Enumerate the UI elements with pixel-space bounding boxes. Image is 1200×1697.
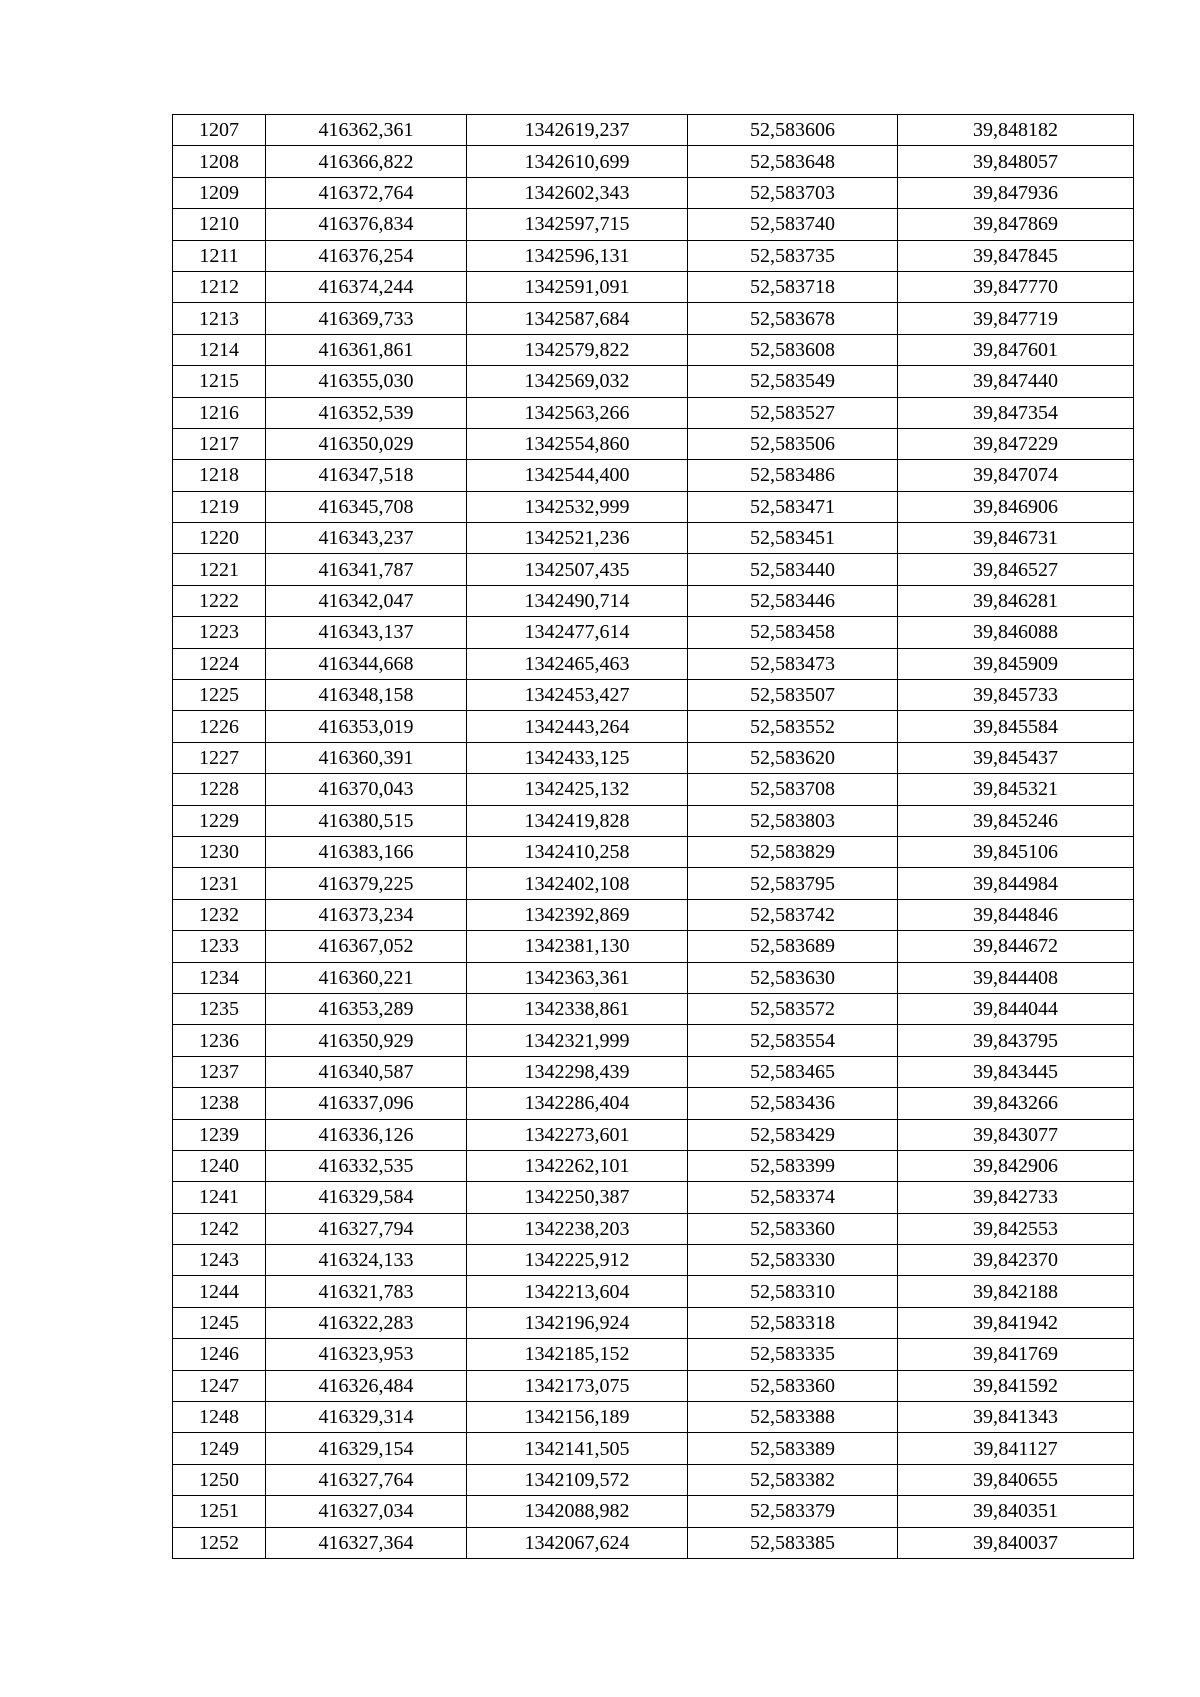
latitude-cell: 52,583718	[688, 271, 898, 302]
longitude-cell: 39,845909	[898, 648, 1134, 679]
x-coordinate-cell: 416343,237	[266, 523, 467, 554]
point-number-cell: 1213	[173, 303, 266, 334]
table-row	[173, 240, 1134, 271]
y-coordinate-cell: 1342250,387	[467, 1182, 688, 1213]
y-coordinate-cell: 1342392,869	[467, 899, 688, 930]
longitude-cell: 39,843266	[898, 1088, 1134, 1119]
y-coordinate-cell: 1342521,236	[467, 523, 688, 554]
y-coordinate-cell: 1342156,189	[467, 1402, 688, 1433]
point-number-cell: 1212	[173, 271, 266, 302]
x-coordinate-cell: 416376,834	[266, 209, 467, 240]
x-coordinate-cell: 416332,535	[266, 1150, 467, 1181]
y-coordinate-cell: 1342213,604	[467, 1276, 688, 1307]
latitude-cell: 52,583399	[688, 1150, 898, 1181]
table-row	[173, 1307, 1134, 1338]
table-row	[173, 1464, 1134, 1495]
longitude-cell: 39,848057	[898, 146, 1134, 177]
y-coordinate-cell: 1342238,203	[467, 1213, 688, 1244]
longitude-cell: 39,841343	[898, 1402, 1134, 1433]
y-coordinate-cell: 1342477,614	[467, 617, 688, 648]
point-number-cell: 1210	[173, 209, 266, 240]
latitude-cell: 52,583506	[688, 428, 898, 459]
x-coordinate-cell: 416322,283	[266, 1307, 467, 1338]
table-row	[173, 1402, 1134, 1433]
point-number-cell: 1225	[173, 680, 266, 711]
table-row	[173, 742, 1134, 773]
y-coordinate-cell: 1342619,237	[467, 115, 688, 146]
point-number-cell: 1208	[173, 146, 266, 177]
longitude-cell: 39,842553	[898, 1213, 1134, 1244]
x-coordinate-cell: 416360,391	[266, 742, 467, 773]
y-coordinate-cell: 1342402,108	[467, 868, 688, 899]
y-coordinate-cell: 1342443,264	[467, 711, 688, 742]
table-row	[173, 177, 1134, 208]
table-row	[173, 303, 1134, 334]
latitude-cell: 52,583360	[688, 1370, 898, 1401]
table-row	[173, 428, 1134, 459]
x-coordinate-cell: 416367,052	[266, 931, 467, 962]
longitude-cell: 39,842188	[898, 1276, 1134, 1307]
latitude-cell: 52,583795	[688, 868, 898, 899]
longitude-cell: 39,846906	[898, 491, 1134, 522]
longitude-cell: 39,846527	[898, 554, 1134, 585]
table-row	[173, 1213, 1134, 1244]
point-number-cell: 1245	[173, 1307, 266, 1338]
latitude-cell: 52,583379	[688, 1496, 898, 1527]
point-number-cell: 1207	[173, 115, 266, 146]
point-number-cell: 1250	[173, 1464, 266, 1495]
latitude-cell: 52,583803	[688, 805, 898, 836]
table-row	[173, 1527, 1134, 1558]
point-number-cell: 1217	[173, 428, 266, 459]
table-row	[173, 836, 1134, 867]
x-coordinate-cell: 416336,126	[266, 1119, 467, 1150]
latitude-cell: 52,583742	[688, 899, 898, 930]
longitude-cell: 39,845437	[898, 742, 1134, 773]
longitude-cell: 39,844672	[898, 931, 1134, 962]
table-row	[173, 1245, 1134, 1276]
y-coordinate-cell: 1342579,822	[467, 334, 688, 365]
x-coordinate-cell: 416343,137	[266, 617, 467, 648]
longitude-cell: 39,843445	[898, 1056, 1134, 1087]
longitude-cell: 39,847354	[898, 397, 1134, 428]
point-number-cell: 1223	[173, 617, 266, 648]
latitude-cell: 52,583735	[688, 240, 898, 271]
x-coordinate-cell: 416362,361	[266, 115, 467, 146]
latitude-cell: 52,583388	[688, 1402, 898, 1433]
longitude-cell: 39,847229	[898, 428, 1134, 459]
table-row	[173, 1370, 1134, 1401]
y-coordinate-cell: 1342298,439	[467, 1056, 688, 1087]
latitude-cell: 52,583473	[688, 648, 898, 679]
point-number-cell: 1219	[173, 491, 266, 522]
x-coordinate-cell: 416323,953	[266, 1339, 467, 1370]
point-number-cell: 1221	[173, 554, 266, 585]
point-number-cell: 1251	[173, 1496, 266, 1527]
x-coordinate-cell: 416369,733	[266, 303, 467, 334]
longitude-cell: 39,841942	[898, 1307, 1134, 1338]
point-number-cell: 1236	[173, 1025, 266, 1056]
y-coordinate-cell: 1342419,828	[467, 805, 688, 836]
x-coordinate-cell: 416376,254	[266, 240, 467, 271]
point-number-cell: 1215	[173, 366, 266, 397]
point-number-cell: 1238	[173, 1088, 266, 1119]
point-number-cell: 1220	[173, 523, 266, 554]
latitude-cell: 52,583678	[688, 303, 898, 334]
latitude-cell: 52,583465	[688, 1056, 898, 1087]
table-row	[173, 146, 1134, 177]
latitude-cell: 52,583360	[688, 1213, 898, 1244]
latitude-cell: 52,583740	[688, 209, 898, 240]
longitude-cell: 39,847719	[898, 303, 1134, 334]
table-row	[173, 899, 1134, 930]
x-coordinate-cell: 416327,034	[266, 1496, 467, 1527]
point-number-cell: 1234	[173, 962, 266, 993]
table-row	[173, 1433, 1134, 1464]
point-number-cell: 1230	[173, 836, 266, 867]
latitude-cell: 52,583458	[688, 617, 898, 648]
table-row	[173, 366, 1134, 397]
point-number-cell: 1214	[173, 334, 266, 365]
point-number-cell: 1239	[173, 1119, 266, 1150]
table-row	[173, 774, 1134, 805]
latitude-cell: 52,583552	[688, 711, 898, 742]
table-row	[173, 585, 1134, 616]
latitude-cell: 52,583429	[688, 1119, 898, 1150]
y-coordinate-cell: 1342273,601	[467, 1119, 688, 1150]
table-row	[173, 397, 1134, 428]
longitude-cell: 39,845106	[898, 836, 1134, 867]
longitude-cell: 39,846088	[898, 617, 1134, 648]
x-coordinate-cell: 416326,484	[266, 1370, 467, 1401]
x-coordinate-cell: 416350,029	[266, 428, 467, 459]
latitude-cell: 52,583486	[688, 460, 898, 491]
longitude-cell: 39,844984	[898, 868, 1134, 899]
y-coordinate-cell: 1342196,924	[467, 1307, 688, 1338]
latitude-cell: 52,583310	[688, 1276, 898, 1307]
x-coordinate-cell: 416327,764	[266, 1464, 467, 1495]
longitude-cell: 39,840037	[898, 1527, 1134, 1558]
x-coordinate-cell: 416372,764	[266, 177, 467, 208]
x-coordinate-cell: 416380,515	[266, 805, 467, 836]
y-coordinate-cell: 1342381,130	[467, 931, 688, 962]
table-row	[173, 868, 1134, 899]
x-coordinate-cell: 416329,314	[266, 1402, 467, 1433]
x-coordinate-cell: 416353,289	[266, 993, 467, 1024]
x-coordinate-cell: 416361,861	[266, 334, 467, 365]
x-coordinate-cell: 416321,783	[266, 1276, 467, 1307]
table-row	[173, 554, 1134, 585]
y-coordinate-cell: 1342286,404	[467, 1088, 688, 1119]
table-row	[173, 1182, 1134, 1213]
x-coordinate-cell: 416327,794	[266, 1213, 467, 1244]
longitude-cell: 39,841592	[898, 1370, 1134, 1401]
latitude-cell: 52,583451	[688, 523, 898, 554]
x-coordinate-cell: 416353,019	[266, 711, 467, 742]
coordinates-table-body	[173, 115, 1134, 1559]
longitude-cell: 39,843077	[898, 1119, 1134, 1150]
table-row	[173, 1276, 1134, 1307]
longitude-cell: 39,847074	[898, 460, 1134, 491]
y-coordinate-cell: 1342088,982	[467, 1496, 688, 1527]
x-coordinate-cell: 416350,929	[266, 1025, 467, 1056]
table-row	[173, 1150, 1134, 1181]
table-row	[173, 617, 1134, 648]
table-row	[173, 1119, 1134, 1150]
longitude-cell: 39,844044	[898, 993, 1134, 1024]
longitude-cell: 39,842733	[898, 1182, 1134, 1213]
latitude-cell: 52,583385	[688, 1527, 898, 1558]
point-number-cell: 1229	[173, 805, 266, 836]
table-row	[173, 1025, 1134, 1056]
x-coordinate-cell: 416342,047	[266, 585, 467, 616]
x-coordinate-cell: 416340,587	[266, 1056, 467, 1087]
latitude-cell: 52,583507	[688, 680, 898, 711]
latitude-cell: 52,583374	[688, 1182, 898, 1213]
y-coordinate-cell: 1342262,101	[467, 1150, 688, 1181]
x-coordinate-cell: 416383,166	[266, 836, 467, 867]
latitude-cell: 52,583318	[688, 1307, 898, 1338]
point-number-cell: 1237	[173, 1056, 266, 1087]
latitude-cell: 52,583549	[688, 366, 898, 397]
latitude-cell: 52,583648	[688, 146, 898, 177]
y-coordinate-cell: 1342532,999	[467, 491, 688, 522]
y-coordinate-cell: 1342465,463	[467, 648, 688, 679]
y-coordinate-cell: 1342225,912	[467, 1245, 688, 1276]
longitude-cell: 39,847601	[898, 334, 1134, 365]
coordinates-table	[172, 114, 1134, 1559]
table-row	[173, 209, 1134, 240]
point-number-cell: 1226	[173, 711, 266, 742]
y-coordinate-cell: 1342596,131	[467, 240, 688, 271]
x-coordinate-cell: 416360,221	[266, 962, 467, 993]
y-coordinate-cell: 1342185,152	[467, 1339, 688, 1370]
longitude-cell: 39,847845	[898, 240, 1134, 271]
longitude-cell: 39,842906	[898, 1150, 1134, 1181]
point-number-cell: 1244	[173, 1276, 266, 1307]
point-number-cell: 1233	[173, 931, 266, 962]
table-row	[173, 805, 1134, 836]
latitude-cell: 52,583471	[688, 491, 898, 522]
table-row	[173, 931, 1134, 962]
point-number-cell: 1222	[173, 585, 266, 616]
x-coordinate-cell: 416366,822	[266, 146, 467, 177]
point-number-cell: 1235	[173, 993, 266, 1024]
longitude-cell: 39,841127	[898, 1433, 1134, 1464]
x-coordinate-cell: 416370,043	[266, 774, 467, 805]
y-coordinate-cell: 1342544,400	[467, 460, 688, 491]
latitude-cell: 52,583335	[688, 1339, 898, 1370]
longitude-cell: 39,842370	[898, 1245, 1134, 1276]
point-number-cell: 1249	[173, 1433, 266, 1464]
y-coordinate-cell: 1342563,266	[467, 397, 688, 428]
longitude-cell: 39,846731	[898, 523, 1134, 554]
table-row	[173, 1339, 1134, 1370]
longitude-cell: 39,847440	[898, 366, 1134, 397]
point-number-cell: 1232	[173, 899, 266, 930]
point-number-cell: 1209	[173, 177, 266, 208]
y-coordinate-cell: 1342602,343	[467, 177, 688, 208]
y-coordinate-cell: 1342425,132	[467, 774, 688, 805]
x-coordinate-cell: 416327,364	[266, 1527, 467, 1558]
latitude-cell: 52,583330	[688, 1245, 898, 1276]
table-row	[173, 1056, 1134, 1087]
x-coordinate-cell: 416373,234	[266, 899, 467, 930]
y-coordinate-cell: 1342141,505	[467, 1433, 688, 1464]
point-number-cell: 1231	[173, 868, 266, 899]
point-number-cell: 1247	[173, 1370, 266, 1401]
point-number-cell: 1211	[173, 240, 266, 271]
point-number-cell: 1224	[173, 648, 266, 679]
longitude-cell: 39,845733	[898, 680, 1134, 711]
table-row	[173, 648, 1134, 679]
x-coordinate-cell: 416324,133	[266, 1245, 467, 1276]
longitude-cell: 39,847869	[898, 209, 1134, 240]
longitude-cell: 39,840655	[898, 1464, 1134, 1495]
latitude-cell: 52,583389	[688, 1433, 898, 1464]
point-number-cell: 1243	[173, 1245, 266, 1276]
x-coordinate-cell: 416341,787	[266, 554, 467, 585]
point-number-cell: 1246	[173, 1339, 266, 1370]
x-coordinate-cell: 416337,096	[266, 1088, 467, 1119]
table-row	[173, 271, 1134, 302]
x-coordinate-cell: 416352,539	[266, 397, 467, 428]
latitude-cell: 52,583440	[688, 554, 898, 585]
latitude-cell: 52,583606	[688, 115, 898, 146]
latitude-cell: 52,583630	[688, 962, 898, 993]
table-row	[173, 115, 1134, 146]
latitude-cell: 52,583382	[688, 1464, 898, 1495]
x-coordinate-cell: 416374,244	[266, 271, 467, 302]
latitude-cell: 52,583436	[688, 1088, 898, 1119]
latitude-cell: 52,583608	[688, 334, 898, 365]
latitude-cell: 52,583446	[688, 585, 898, 616]
x-coordinate-cell: 416347,518	[266, 460, 467, 491]
table-row	[173, 523, 1134, 554]
y-coordinate-cell: 1342453,427	[467, 680, 688, 711]
point-number-cell: 1242	[173, 1213, 266, 1244]
latitude-cell: 52,583703	[688, 177, 898, 208]
table-row	[173, 460, 1134, 491]
y-coordinate-cell: 1342321,999	[467, 1025, 688, 1056]
longitude-cell: 39,844846	[898, 899, 1134, 930]
latitude-cell: 52,583572	[688, 993, 898, 1024]
table-row	[173, 993, 1134, 1024]
point-number-cell: 1240	[173, 1150, 266, 1181]
latitude-cell: 52,583527	[688, 397, 898, 428]
point-number-cell: 1216	[173, 397, 266, 428]
longitude-cell: 39,845321	[898, 774, 1134, 805]
longitude-cell: 39,845584	[898, 711, 1134, 742]
longitude-cell: 39,847936	[898, 177, 1134, 208]
x-coordinate-cell: 416379,225	[266, 868, 467, 899]
y-coordinate-cell: 1342410,258	[467, 836, 688, 867]
point-number-cell: 1252	[173, 1527, 266, 1558]
y-coordinate-cell: 1342338,861	[467, 993, 688, 1024]
longitude-cell: 39,844408	[898, 962, 1134, 993]
y-coordinate-cell: 1342591,091	[467, 271, 688, 302]
latitude-cell: 52,583829	[688, 836, 898, 867]
y-coordinate-cell: 1342507,435	[467, 554, 688, 585]
longitude-cell: 39,847770	[898, 271, 1134, 302]
table-row	[173, 491, 1134, 522]
longitude-cell: 39,846281	[898, 585, 1134, 616]
y-coordinate-cell: 1342173,075	[467, 1370, 688, 1401]
x-coordinate-cell: 416344,668	[266, 648, 467, 679]
table-row	[173, 334, 1134, 365]
point-number-cell: 1241	[173, 1182, 266, 1213]
latitude-cell: 52,583554	[688, 1025, 898, 1056]
table-row	[173, 1088, 1134, 1119]
table-row	[173, 711, 1134, 742]
longitude-cell: 39,840351	[898, 1496, 1134, 1527]
longitude-cell: 39,845246	[898, 805, 1134, 836]
table-row	[173, 962, 1134, 993]
x-coordinate-cell: 416348,158	[266, 680, 467, 711]
point-number-cell: 1218	[173, 460, 266, 491]
latitude-cell: 52,583620	[688, 742, 898, 773]
longitude-cell: 39,843795	[898, 1025, 1134, 1056]
table-row	[173, 1496, 1134, 1527]
latitude-cell: 52,583689	[688, 931, 898, 962]
point-number-cell: 1228	[173, 774, 266, 805]
y-coordinate-cell: 1342610,699	[467, 146, 688, 177]
x-coordinate-cell: 416329,584	[266, 1182, 467, 1213]
y-coordinate-cell: 1342597,715	[467, 209, 688, 240]
longitude-cell: 39,841769	[898, 1339, 1134, 1370]
table-row	[173, 680, 1134, 711]
y-coordinate-cell: 1342109,572	[467, 1464, 688, 1495]
x-coordinate-cell: 416355,030	[266, 366, 467, 397]
y-coordinate-cell: 1342554,860	[467, 428, 688, 459]
x-coordinate-cell: 416329,154	[266, 1433, 467, 1464]
y-coordinate-cell: 1342587,684	[467, 303, 688, 334]
y-coordinate-cell: 1342433,125	[467, 742, 688, 773]
y-coordinate-cell: 1342363,361	[467, 962, 688, 993]
latitude-cell: 52,583708	[688, 774, 898, 805]
x-coordinate-cell: 416345,708	[266, 491, 467, 522]
y-coordinate-cell: 1342569,032	[467, 366, 688, 397]
y-coordinate-cell: 1342490,714	[467, 585, 688, 616]
longitude-cell: 39,848182	[898, 115, 1134, 146]
point-number-cell: 1248	[173, 1402, 266, 1433]
y-coordinate-cell: 1342067,624	[467, 1527, 688, 1558]
point-number-cell: 1227	[173, 742, 266, 773]
